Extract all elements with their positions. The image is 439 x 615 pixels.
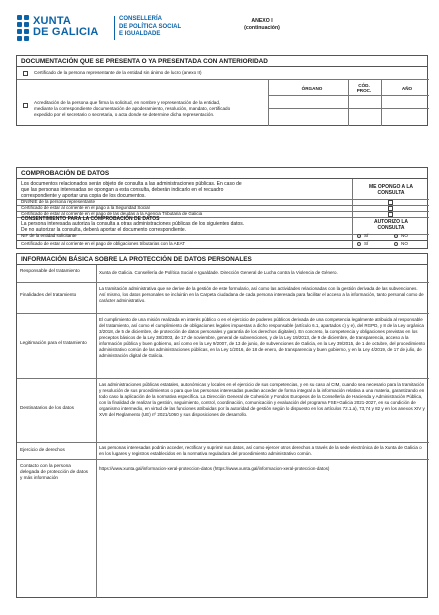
col-ano: AÑO [401,86,413,91]
data-protection-title: INFORMACIÓN BÁSICA SOBRE LA PROTECCIÓN DE DATOS PERSONALES [17,254,427,265]
doc-certificate-label: Certificado de la persona representante de la entidad sin ánimo de lucro (anexo II) [34,70,202,75]
consent-row-aeat [16,241,428,249]
department-name: CONSELLERÍA DE POLÍTICA SOCIAL E IGUALDADE [119,16,182,37]
radio-nif-no[interactable] [394,234,398,238]
radio-aeat-yes-label: SÍ [364,241,369,246]
col-cod-proc: CÓD. PROC. [356,83,372,93]
info-row-legitimation: Legitimación para el tratamiento El cumplimiento de una misión realizada en interés público o en el ejercicio de poderes públicos derivada de una competencia legalmente atribuida al responsable del tratamiento, así como el cumplimiento de obligaciones legales impuestas a dicho responsable (artículo 6.1, apartados c) y e), del RGPD, y 8 de la Ley orgánica 3/2018, de 5 de diciembre, de protección de datos personales y garantía de los derechos digitales). En concreto, la competencia y obligaciones previstas en los preceptos básicos de la Ley 38/2003, de 17 de noviembre, general de subvenciones, y de la Ley 19/2013, de 9 de diciembre, de transparencia, acceso a la información pública y buen gobierno, así como en la Ley 9/2007, de 13 de junio, de subvenciones de Galicia, en la Ley 39/2015, de 1 de octubre, del procedimiento administrativo común de las administraciones públicas, en la Ley 1/2016, de 18 de enero, de transparencia y buen gobierno, y en la Ley 4/2019, de 17 de julio, de administración digital de Galicia. [17,313,429,378]
page-header [17,14,427,52]
logo-divider [114,16,115,40]
info-row-contact: Contacto con la persona delegada de protección de datos y más información https://www.xunta.gal/informacion-xeral-proteccion-datos (https://www.xunta.gal/informacion-xeral-proteccion-datos) [17,459,429,489]
info-row-purposes: Finalidades del tratamiento La tramitación administrativa que se derive de la gestión de este formulario, así como las actividades relacionadas con la gestión derivada de las subvenciones. Así mismo, los datos personales se incluirán en la Carpeta ciudadana de cada persona interesada para facilitar el acceso a la información, tanto personal como de carácter administrativo. [17,282,429,313]
data-protection-section [16,253,428,598]
radio-nif-yes[interactable] [357,234,361,238]
documents-section [16,55,428,126]
checkbox-doc-certificate[interactable] [23,71,28,76]
radio-aeat-yes[interactable] [357,242,361,246]
info-row-rights: Ejercicio de derechos Las personas interesadas podrán acceder, rectificar y suprimir sus datos, así como ejercer otros derechos a través de la sede electrónica de la Xunta de Galicia o en los lugares y registros establecidos en la normativa reguladora del procedimiento administrativo común. [17,442,429,459]
data-check-section: COMPROBACIÓN DE DATOS Los documentos relacionados serán objeto de consulta a las administraciones públicas. En caso de que las personas interesadas se opongan a esta consulta, deberán indicarlo en el recuadro correspondiente y aportar una copia de los documentos. ME OPONGO A LA CONSULTA DNI/NIE de la persona representante Certificado de estar al corriente en el pago a la Seguridad Social Certificado de estar al corriente en el pago de las deudas a la Agencia Tributaria de Galicia CONSENTIMIENTO PARA LA COMPROBACIÓN DE DATOS La persona interesada autoriza la consulta a otras administraciones públicas de los siguientes datos. De no autorizar la consulta, deberá aportar el documento correspondiente. AUTORIZO LA CONSULTA NIF de la entidad solicitante SÍ NO [16,167,428,241]
radio-nif-yes-label: SÍ [364,233,369,238]
data-check-title: COMPROBACIÓN DE DATOS [17,168,427,179]
oppose-header: ME OPONGO A LA CONSULTA [368,184,414,196]
checkbox-doc-accreditation[interactable] [23,103,28,108]
xunta-logo-icon [17,15,30,43]
documents-title: DOCUMENTACIÓN QUE SE PRESENTA O YA PRESENTADA CON ANTERIORIDAD [17,56,427,67]
doc-accreditation-label: Acreditación de la persona que firma la solicitud, en nombre y representación de la entidad, mediante la correspondiente documentación de apoderamiento, resolución, mandato, certificado expedido por el secretario o secretaria, o acta donde se determine dicha representación. [34,100,231,117]
authorize-header: AUTORIZO LA CONSULTA [373,219,409,231]
contact-link[interactable]: https://www.xunta.gal/informacion-xeral-proteccion-datos (https://www.xunta.gal/informacion-xeral-proteccion-datos) [99,466,330,471]
radio-nif-no-label: NO [401,233,408,238]
info-row-controller: Responsable del tratamiento Xunta de Galicia. Consellería de Política Social e Igualdade. Dirección General de Lucha contra la Violencia de Género. [20,268,338,275]
info-row-recipients: Destinatarios de los datos Las administraciones públicas estatales, autonómicas y locales en el ejercicio de sus competencias, y en su caso al CIM, cuando sea necesario para la tramitación y resolución de sus procedimientos o para que las personas interesadas puedan acceder de forma integral a la información relativa a una materia, garantizando en todo caso la aplicación de la normativa específica. La Dirección General de Cohesión y Fondos Europeos de la Consellería de Hacienda y Administración Pública, con la finalidad de realizar la gestión, seguimiento, control, coordinación, comunicación y evaluación del programa FSE+Galicia 2021-2027, en su condición de organismo intermedio, en virtud de las funciones atribuidas por la autoridad de gestión según lo dispuesto en los artículos 72.1.a), 73,74 y 82 y en los anexos XIV y XVII del Reglamento (UE) nº 2021/1060 y sus disposiciones de desarrollo. [17,378,429,442]
logo-wordmark: XUNTA DE GALICIA [33,15,99,38]
annex-heading: ANEXO I (continuación) [244,18,280,31]
radio-aeat-no[interactable] [394,242,398,246]
consent-item-aeat: Certificado de estar al corriente en el pago de obligaciones tributarias con la AEAT [21,241,186,246]
radio-aeat-no-label: NO [401,241,408,246]
col-organo: ÓRGANO [301,86,323,91]
